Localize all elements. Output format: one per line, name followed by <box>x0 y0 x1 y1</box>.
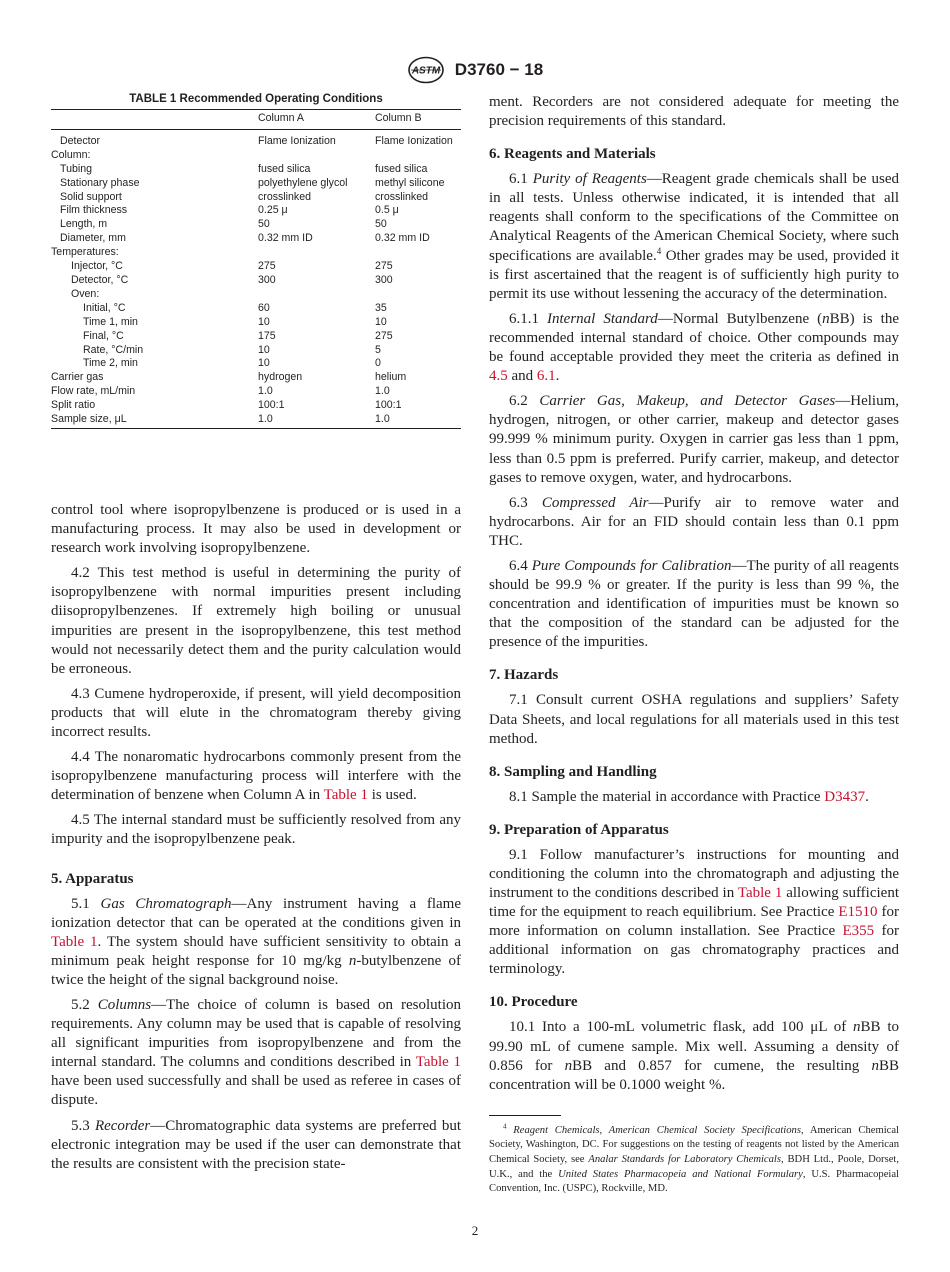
table-cell: 10 <box>375 315 387 328</box>
row-label: Detector <box>60 134 101 147</box>
paragraph-5-3: 5.3 Recorder—Chromatographic data systems are preferred but electronic integration may be used if the user can demonstrate that the results are consistent with the precision state- <box>51 1117 462 1172</box>
paragraph-4-5: 4.5 The internal standard must be sufficiently resolved from any impurity and the isopropylbenzene peak. <box>51 812 461 848</box>
astm-logo-icon <box>407 56 445 84</box>
table-cell: 1.0 <box>258 385 273 398</box>
table-row <box>51 344 461 358</box>
row-label: Time 1, min <box>83 315 138 328</box>
table-row <box>51 371 461 385</box>
table-cell: 10 <box>258 343 270 356</box>
table-cell: 50 <box>258 218 270 231</box>
table-cell: 60 <box>258 301 270 314</box>
operating-conditions-table <box>51 109 461 429</box>
row-label: Final, °C <box>83 329 124 342</box>
e1510-link[interactable]: E1510 <box>838 904 878 921</box>
table-header-cell: Column A <box>258 110 375 130</box>
table-cell: 1.0 <box>258 413 375 428</box>
table-row <box>51 260 461 274</box>
e355-link[interactable]: E355 <box>842 923 875 940</box>
row-label: Split ratio <box>51 399 96 412</box>
footnote-ref: 4 <box>656 245 662 256</box>
row-label: Initial, °C <box>83 301 126 314</box>
table-cell: 175 <box>258 329 276 342</box>
section-4-5-link[interactable]: 4.5 <box>489 368 508 385</box>
section-6-heading: 6. Reagents and Materials <box>489 146 656 163</box>
table-header-row <box>51 110 461 130</box>
paragraph-9-1: 9.1 Follow manufacturer’s instructions for mounting and conditioning the column into the chromatograph and adjusting the instrument to the conditions described in Table 1 allowing sufficient time for the equipment to reach equilibrium. See Practice E1510 for more information on column installation. See Practice E355 for additional information on gas chromatography practices and terminology. <box>489 846 899 978</box>
page-number: 2 <box>471 1223 479 1238</box>
table-cell: 0.32 mm ID <box>375 232 430 245</box>
table-row <box>51 316 461 330</box>
document-designation: D3760 − 18 <box>454 60 544 79</box>
row-label: Time 2, min <box>83 357 138 370</box>
section-8-heading: 8. Sampling and Handling <box>489 763 657 780</box>
table-cell: methyl silicone <box>375 176 445 189</box>
table-row <box>51 357 461 371</box>
section-7-heading: 7. Hazards <box>489 667 559 684</box>
row-label: Stationary phase <box>60 176 140 189</box>
table-row <box>51 399 461 413</box>
row-label: Solid support <box>60 190 122 203</box>
table-cell: 5 <box>375 343 381 356</box>
table-1-link[interactable]: Table 1 <box>323 787 368 804</box>
paragraph-5-1: 5.1 Gas Chromatograph—Any instrument having a flame ionization detector that can be operated at the conditions given in Table 1. The system should have sufficient sensitivity to obtain a minimum peak height response for 10 mg/kg n-butylbenzene of twice the height of the signal background noise. <box>51 895 462 988</box>
table-row <box>51 274 461 288</box>
table-cell <box>258 246 375 260</box>
table-cell: crosslinked <box>375 190 428 203</box>
table-row <box>51 232 461 246</box>
table-cell: hydrogen <box>258 371 303 384</box>
table-cell: 300 <box>375 273 393 286</box>
table-cell: 275 <box>258 260 276 273</box>
table-row <box>51 149 461 163</box>
table-cell <box>258 288 375 302</box>
row-label: Carrier gas <box>51 371 104 384</box>
paragraph-6-3: 6.3 Compressed Air—Purify air to remove water and hydrocarbons. Air for an FID should contain less than 0.1 ppm THC. <box>489 494 900 549</box>
paragraph-6-4: 6.4 Pure Compounds for Calibration—The purity of all reagents should be 99.9 % or greater. If the purity is less than 99 %, the concentration and identification of impurities must be known so that the composition of the standard can be adjusted for the presence of the impurities. <box>489 557 899 651</box>
page-header <box>0 56 950 84</box>
paragraph-4-1-continued: control tool where isopropylbenzene is produced or is used in a manufacturing process. It may also be used in development or research work involving isopropylbenzene. <box>51 501 461 557</box>
table-row <box>51 288 461 302</box>
table-row <box>51 330 461 344</box>
table-cell: 0 <box>375 357 381 370</box>
row-label: Temperatures: <box>51 246 119 259</box>
table-cell: Flame Ionization <box>258 134 336 147</box>
paragraph-6-1-1: 6.1.1 Internal Standard—Normal Butylbenzene (nBB) is the recommended internal standard of choice. Other compounds may be found acceptable provided they meet the criteria as defined in 4.5 and 6.1. <box>489 310 899 385</box>
table-cell <box>375 149 461 163</box>
table-cell <box>375 246 461 260</box>
table-cell <box>258 149 375 163</box>
paragraph-7-1: 7.1 Consult current OSHA regulations and suppliers’ Safety Data Sheets, and local regulations for all materials used in this test method. <box>489 692 899 747</box>
row-label: Oven: <box>71 287 100 300</box>
table-cell: 0.5 μ <box>375 204 399 217</box>
d3437-link[interactable]: D3437 <box>824 788 866 805</box>
table-cell: 275 <box>375 260 393 273</box>
paragraph-5-3-continued: ment. Recorders are not considered adequate for meeting the precision requirements of this standard. <box>489 94 899 130</box>
table-row <box>51 129 461 148</box>
table-row <box>51 218 461 232</box>
row-label: Detector, °C <box>71 273 129 286</box>
table-cell: 0.32 mm ID <box>258 232 313 245</box>
table-cell: 100:1 <box>258 399 285 412</box>
table-row <box>51 385 461 399</box>
table-cell: 1.0 <box>375 413 461 428</box>
row-label: Diameter, mm <box>60 232 126 245</box>
table-1-link[interactable]: Table 1 <box>415 1054 461 1071</box>
paragraph-6-1: 6.1 Purity of Reagents—Reagent grade chemicals shall be used in all tests. Unless otherwise indicated, it is intended that all reagents shall conform to the specifications of the Committee on Analytical Reagents of the American Chemical Society, where such specifications are available.$^4$ Other grades may be used, provided it is first ascertained that the reagent is of sufficiently high purity to permit its use without lessening the accuracy of the determination. <box>489 171 899 302</box>
table-cell: 100:1 <box>375 399 402 412</box>
table-cell: fused silica <box>258 162 311 175</box>
table-cell: 1.0 <box>375 385 390 398</box>
table-cell: 35 <box>375 301 387 314</box>
section-6-1-link[interactable]: 6.1 <box>536 368 556 385</box>
section-10-heading: 10. Procedure <box>489 994 578 1011</box>
paragraph-4-2: 4.2 This test method is useful in determining the purity of isopropylbenzene with normal impurities present including diisopropylbenzenes. If extremely high boiling or unusual impurities are present in the isopropylbenzene, this test method would not necessarily detect them and the purity calculation would be erroneous. <box>51 565 461 677</box>
right-column <box>489 93 899 1197</box>
table-header-cell <box>51 110 258 130</box>
table-cell: fused silica <box>375 162 428 175</box>
paragraph-4-4: 4.4 The nonaromatic hydrocarbons commonly present from the isopropylbenzene manufacturing process will interfere with the determination of benzene when Column A in Table 1 is used. <box>51 749 461 804</box>
row-label: Flow rate, mL/min <box>51 385 136 398</box>
table-header-cell: Column B <box>375 110 461 130</box>
table-cell: crosslinked <box>258 190 311 203</box>
table-cell: helium <box>375 371 407 384</box>
row-label: Sample size, μL <box>51 413 258 428</box>
row-label: Rate, °C/min <box>83 343 144 356</box>
row-label: Column: <box>51 148 91 161</box>
left-column <box>51 93 461 1174</box>
table-1-link[interactable]: Table 1 <box>737 885 783 901</box>
table-row <box>51 302 461 316</box>
table-row <box>51 163 461 177</box>
row-label: Tubing <box>60 162 92 175</box>
table-cell: 275 <box>375 329 393 342</box>
table-row <box>51 413 461 428</box>
table-cell: 50 <box>375 218 387 231</box>
row-label: Length, m <box>60 218 108 231</box>
table-cell: 0.25 μ <box>258 204 288 217</box>
table-cell: Flame Ionization <box>375 134 453 147</box>
svg-text:ASTM: ASTM <box>411 65 440 77</box>
table-row <box>51 177 461 191</box>
table-cell: 300 <box>258 273 276 286</box>
table-1-link[interactable]: Table 1 <box>51 933 98 950</box>
table-title: TABLE 1 Recommended Operating Conditions <box>129 93 383 105</box>
row-label: Injector, °C <box>71 260 123 273</box>
footnote-4: $^4$ Reagent Chemicals, American Chemical Society Specifications, American Chemical Society, Washington, DC. For suggestions on the testing of reagents not listed by the American Chemical Society, see Analar Standards for Laboratory Chemicals, BDH Ltd., Poole, Dorset, U.K., and the United States Pharmacopeia and National Formulary, U.S. Pharmacopeial Convention, Inc. (USPC), Rockville, MD. <box>489 1122 899 1195</box>
paragraph-6-2: 6.2 Carrier Gas, Makeup, and Detector Gases—Helium, hydrogen, nitrogen, or other carrier, makeup and detector gases 99.999 % minimum purity. Oxygen in carrier gas less than 1 ppm, less than 0.5 ppm is preferred. Purify carrier, makeup, and detector gases to remove oxygen, water, and hydrocarbons. <box>489 393 899 486</box>
table-row <box>51 191 461 205</box>
paragraph-10-1: 10.1 Into a 100-mL volumetric flask, add 100 μL of nBB to 99.90 mL of cumene sample. Mix well. Assuming a density of 0.856 for nBB and 0.857 for cumene, the resulting nBB concentration will be 0.1000 weight %. <box>489 1019 899 1093</box>
table-cell: polyethylene glycol <box>258 176 348 189</box>
table-cell <box>375 288 461 302</box>
section-9-heading: 9. Preparation of Apparatus <box>489 821 669 838</box>
paragraph-8-1: 8.1 Sample the material in accordance with Practice D3437. <box>509 788 869 805</box>
paragraph-4-3: 4.3 Cumene hydroperoxide, if present, will yield decomposition products that will elute in the chromatogram thereby giving incorrect results. <box>51 685 461 740</box>
table-row <box>51 204 461 218</box>
paragraph-5-2: 5.2 Columns—The choice of column is based on resolution requirements. Any column may be used that is capable of resolving all significant impurities from isopropylbenzene and from the internal standard. The columns and conditions described in Table 1 have been used successfully and shall be used as referee in cases of dispute. <box>51 997 461 1109</box>
footnote-divider <box>489 1115 561 1116</box>
table-cell: 10 <box>258 315 270 328</box>
table-row <box>51 246 461 260</box>
row-label: Film thickness <box>60 204 128 217</box>
table-cell: 10 <box>258 357 270 370</box>
section-5-heading: 5. Apparatus <box>51 870 134 887</box>
